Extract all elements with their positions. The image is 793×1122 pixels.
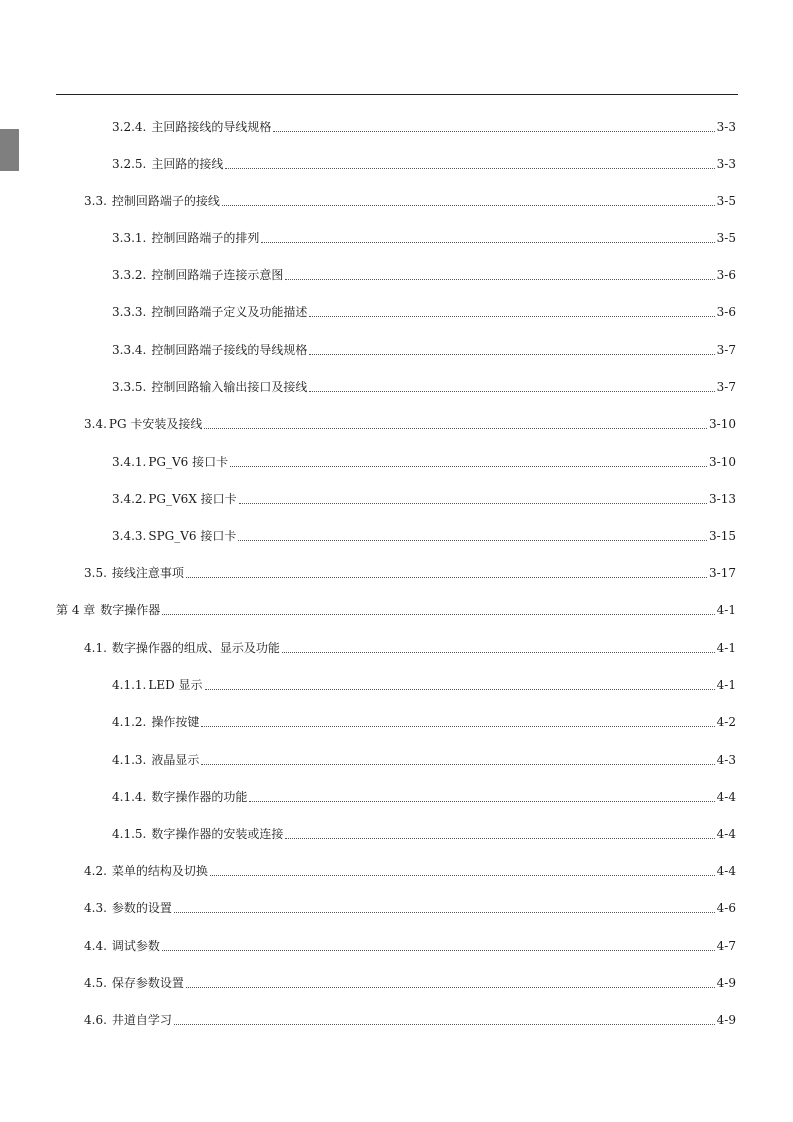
toc-number: 3.3.2. <box>112 268 147 282</box>
toc-page: 4-4 <box>716 827 736 841</box>
toc-entry-3-4[interactable] <box>84 416 736 432</box>
toc-title: 菜单的结构及切换 <box>111 864 208 878</box>
dot-leader <box>309 315 714 317</box>
dot-leader <box>201 763 714 765</box>
toc-page: 3-5 <box>716 231 736 245</box>
toc-page: 4-6 <box>716 901 736 915</box>
toc-page: 3-7 <box>716 380 736 394</box>
toc-number: 4.1.3. <box>112 753 147 767</box>
toc-title: 控制回路端子接线的导线规格 <box>151 343 308 357</box>
dot-leader <box>162 949 715 951</box>
toc-page: 4-9 <box>716 976 736 990</box>
toc-number: 3.4.1. <box>112 455 147 469</box>
toc-number: 4.2. <box>84 864 107 878</box>
toc-number: 3.3. <box>84 194 107 208</box>
toc-title: 控制回路端子的排列 <box>151 231 260 245</box>
toc-title: PG_V6X 接口卡 <box>148 492 237 506</box>
dot-leader <box>222 204 715 206</box>
toc-page: 3-13 <box>709 492 736 506</box>
dot-leader <box>285 278 714 280</box>
toc-title: 数字操作器的功能 <box>151 790 248 804</box>
toc-title: 数字操作器 <box>100 603 161 617</box>
toc-number: 3.2.5. <box>112 157 147 171</box>
toc-title: 操作按键 <box>151 715 200 729</box>
toc-page: 4-2 <box>716 715 736 729</box>
toc-entry-3-3-3[interactable] <box>112 304 736 320</box>
toc-page: 3-7 <box>716 343 736 357</box>
toc-title: 保存参数设置 <box>111 976 184 990</box>
toc-number: 4.6. <box>84 1013 107 1027</box>
toc-page: 4-1 <box>716 678 736 692</box>
toc-entry-chapter-4[interactable] <box>56 602 736 618</box>
toc-number: 4.1.5. <box>112 827 147 841</box>
toc-entry-4-1-4[interactable] <box>112 789 736 805</box>
toc-title: 井道自学习 <box>111 1013 172 1027</box>
toc-title: 控制回路端子的接线 <box>111 194 220 208</box>
toc-title: 控制回路端子定义及功能描述 <box>151 305 308 319</box>
dot-leader <box>239 502 707 504</box>
toc-title: LED 显示 <box>148 678 203 692</box>
toc-title: SPG_V6 接口卡 <box>148 529 237 543</box>
toc-entry-4-1-5[interactable] <box>112 826 736 842</box>
dot-leader <box>249 800 714 802</box>
dot-leader <box>186 986 715 988</box>
dot-leader <box>309 390 714 392</box>
toc-title: 主回路的接线 <box>151 157 224 171</box>
dot-leader <box>230 465 707 467</box>
toc-page: 3-3 <box>716 120 736 134</box>
dot-leader <box>210 874 715 876</box>
toc-title: 液晶显示 <box>151 753 200 767</box>
dot-leader <box>162 613 714 615</box>
toc-number: 3.3.4. <box>112 343 147 357</box>
toc-number: 3.4.2. <box>112 492 147 506</box>
toc-title: PG_V6 接口卡 <box>148 455 229 469</box>
toc-number: 3.3.1. <box>112 231 147 245</box>
dot-leader <box>204 427 707 429</box>
toc-title: 数字操作器的安装或连接 <box>151 827 284 841</box>
dot-leader <box>238 539 707 541</box>
dot-leader <box>174 1023 715 1025</box>
toc-number: 3.4.3. <box>112 529 147 543</box>
toc-entry-4-5[interactable] <box>84 975 736 991</box>
toc-entry-3-5[interactable] <box>84 565 736 581</box>
toc-entry-3-3[interactable] <box>84 193 736 209</box>
toc-entry-3-2-4[interactable] <box>112 119 736 135</box>
dot-leader <box>186 576 707 578</box>
toc-page: 3-17 <box>709 566 736 580</box>
toc-page: 3-5 <box>716 194 736 208</box>
toc-page: 4-9 <box>716 1013 736 1027</box>
toc-entry-3-3-5[interactable] <box>112 379 736 395</box>
toc-number: 4.1. <box>84 641 107 655</box>
toc-page: 4-3 <box>716 753 736 767</box>
dot-leader <box>273 130 714 132</box>
toc-number: 4.4. <box>84 939 107 953</box>
toc-number: 4.1.2. <box>112 715 147 729</box>
toc-entry-3-4-1[interactable] <box>112 454 736 470</box>
toc-page: 4-7 <box>716 939 736 953</box>
toc-number: 4.1.4. <box>112 790 147 804</box>
toc-entry-4-1-3[interactable] <box>112 752 736 768</box>
toc-number: 4.5. <box>84 976 107 990</box>
toc-title: 数字操作器的组成、显示及功能 <box>111 641 280 655</box>
toc-number: 3.3.5. <box>112 380 147 394</box>
toc-entry-4-1[interactable] <box>84 640 736 656</box>
dot-leader <box>201 725 714 727</box>
dot-leader <box>225 167 714 169</box>
toc-title: PG 卡安装及接线 <box>108 417 203 431</box>
toc-entry-3-3-4[interactable] <box>112 342 736 358</box>
dot-leader <box>205 688 715 690</box>
toc-title: 控制回路输入输出接口及接线 <box>151 380 308 394</box>
toc-page: 3-3 <box>716 157 736 171</box>
toc-number: 4.3. <box>84 901 107 915</box>
toc-entry-3-3-2[interactable] <box>112 267 736 283</box>
toc-entry-3-4-3[interactable] <box>112 528 736 544</box>
toc-entry-3-4-2[interactable] <box>112 491 736 507</box>
toc-number: 第 4 章 <box>56 603 96 617</box>
dot-leader <box>309 353 714 355</box>
toc-title: 接线注意事项 <box>111 566 184 580</box>
toc-page: 3-6 <box>716 268 736 282</box>
dot-leader <box>285 837 714 839</box>
toc-page: 3-10 <box>709 417 736 431</box>
toc-entry-3-2-5[interactable] <box>112 156 736 172</box>
toc-entry-4-1-1[interactable] <box>112 677 736 693</box>
toc-page: 4-4 <box>716 790 736 804</box>
toc-entry-4-4[interactable] <box>84 938 736 954</box>
dot-leader <box>174 911 715 913</box>
toc-number: 3.3.3. <box>112 305 147 319</box>
toc-page: 3-6 <box>716 305 736 319</box>
toc-title: 参数的设置 <box>111 901 172 915</box>
toc-page: 4-4 <box>716 864 736 878</box>
dot-leader <box>261 241 714 243</box>
toc-entry-4-6[interactable] <box>84 1012 736 1028</box>
toc-page: 3-10 <box>709 455 736 469</box>
toc-title: 调试参数 <box>111 939 160 953</box>
toc-number: 3.5. <box>84 566 107 580</box>
toc-title: 控制回路端子连接示意图 <box>151 268 284 282</box>
toc-entry-4-1-2[interactable] <box>112 714 736 730</box>
toc-entry-3-3-1[interactable] <box>112 230 736 246</box>
toc-entry-4-2[interactable] <box>84 863 736 879</box>
toc-page: 3-15 <box>709 529 736 543</box>
toc-title: 主回路接线的导线规格 <box>151 120 272 134</box>
toc-page: 4-1 <box>716 603 736 617</box>
toc-number: 4.1.1. <box>112 678 147 692</box>
toc-page: 4-1 <box>716 641 736 655</box>
toc-entry-4-3[interactable] <box>84 900 736 916</box>
toc-number: 3.2.4. <box>112 120 147 134</box>
dot-leader <box>282 651 715 653</box>
toc-number: 3.4. <box>84 417 107 431</box>
